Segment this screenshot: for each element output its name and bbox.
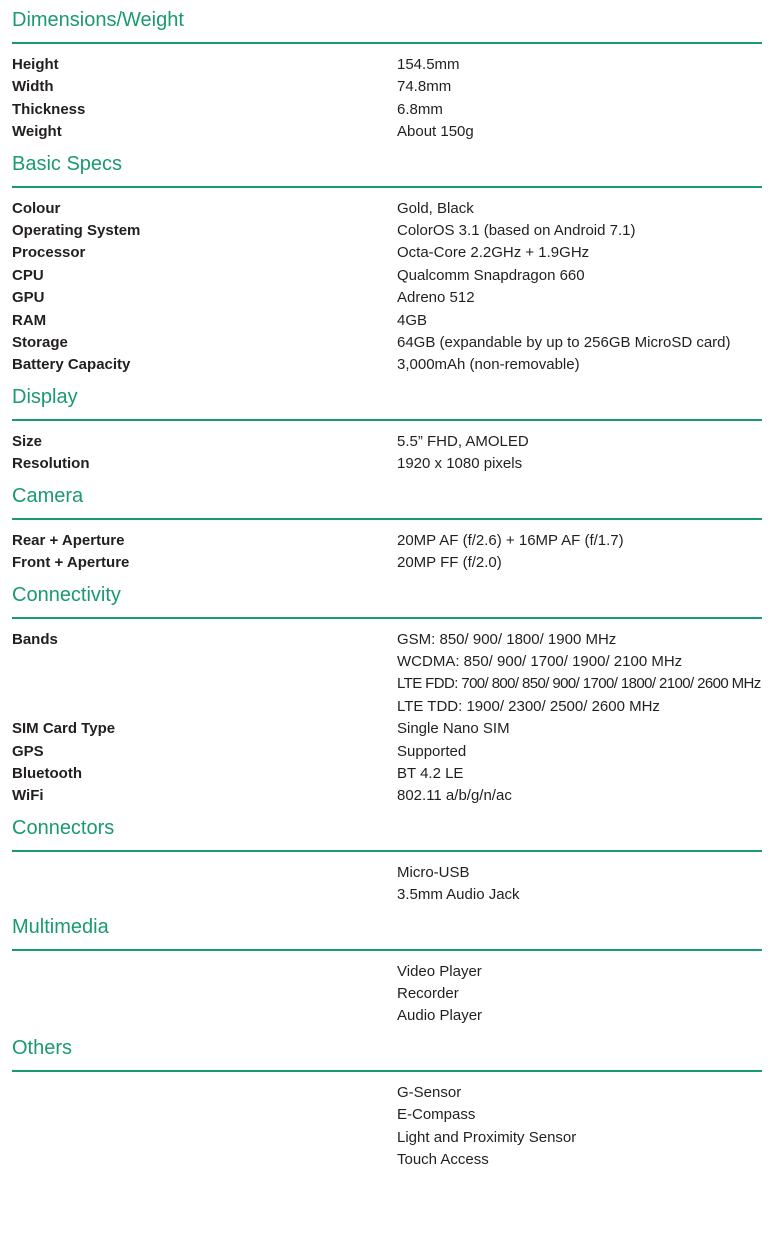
spec-value: 64GB (expandable by up to 256GB MicroSD card) (397, 334, 731, 352)
spec-label: Processor (12, 244, 86, 262)
section-others (12, 1028, 762, 1172)
spec-label: WiFi (12, 787, 44, 805)
spec-label: SIM Card Type (12, 720, 116, 738)
spec-value: Audio Player (397, 1007, 483, 1025)
spec-value: Gold, Black (397, 199, 474, 217)
spec-label: Resolution (12, 455, 90, 473)
section-title: Others (12, 1036, 73, 1059)
spec-row (12, 884, 762, 906)
spec-label (12, 884, 397, 906)
spec-value: 20MP FF (f/2.0) (397, 554, 502, 572)
spec-row (12, 287, 762, 309)
spec-value: BT 4.2 LE (397, 764, 464, 782)
spec-row (12, 76, 762, 98)
section-title: Multimedia (12, 915, 109, 938)
spec-label: GPS (12, 742, 44, 760)
section-title: Display (12, 385, 78, 408)
spec-row (12, 718, 762, 740)
spec-row (12, 220, 762, 242)
spec-label: Bands (12, 630, 58, 648)
spec-value: Micro-USB (397, 863, 470, 881)
spec-value: Qualcomm Snapdragon 660 (397, 266, 585, 284)
spec-value: 154.5mm (397, 56, 460, 73)
spec-value: LTE TDD: 1900/ 2300/ 2500/ 2600 MHz (397, 697, 660, 715)
spec-row (12, 651, 762, 673)
spec-label (12, 1149, 397, 1171)
spec-label: CPU (12, 266, 44, 284)
spec-value: Adreno 512 (397, 289, 475, 307)
section-divider (12, 518, 762, 520)
spec-label (12, 651, 397, 673)
spec-label (12, 983, 397, 1005)
section-title: Basic Specs (12, 152, 123, 175)
spec-label (12, 696, 397, 718)
spec-label: Bluetooth (12, 764, 82, 782)
spec-value: Video Player (397, 962, 482, 980)
spec-row (12, 983, 762, 1005)
section-title: Connectors (12, 816, 115, 839)
section-divider (12, 617, 762, 619)
spec-value: 4GB (397, 311, 428, 329)
spec-row (12, 265, 762, 287)
spec-label: Thickness (12, 100, 86, 118)
spec-value: Octa-Core 2.2GHz + 1.9GHz (397, 244, 590, 262)
spec-value: 5.5” FHD, AMOLED (397, 432, 529, 450)
spec-value: 74.8mm (397, 78, 452, 96)
spec-label (12, 862, 397, 884)
spec-value: 1920 x 1080 pixels (397, 455, 523, 473)
spec-row (12, 453, 762, 475)
spec-row (12, 785, 762, 807)
spec-row (12, 673, 762, 695)
section-divider (12, 1070, 762, 1072)
section-basic-specs (12, 144, 762, 377)
section-divider (12, 42, 762, 44)
spec-label: Size (12, 432, 43, 450)
spec-row (12, 1104, 762, 1126)
spec-value: Light and Proximity Sensor (397, 1128, 577, 1146)
spec-label: RAM (12, 311, 47, 329)
section-title: Connectivity (12, 583, 121, 606)
spec-value: Recorder (397, 984, 459, 1002)
spec-value: WCDMA: 850/ 900/ 1700/ 1900/ 2100 MHz (397, 652, 683, 670)
spec-row (12, 1127, 762, 1149)
spec-label: Rear + Aperture (12, 531, 125, 549)
spec-label: Front + Aperture (12, 554, 130, 572)
spec-value: E-Compass (397, 1106, 476, 1124)
spec-row (12, 332, 762, 354)
spec-value: 3.5mm Audio Jack (397, 886, 520, 904)
spec-row (12, 696, 762, 718)
spec-value: Touch Access (397, 1151, 489, 1168)
spec-row (12, 198, 762, 220)
spec-label (12, 673, 397, 695)
spec-label (12, 1104, 397, 1126)
spec-label: Height (12, 56, 59, 73)
spec-value: About 150g (397, 123, 474, 141)
spec-row (12, 54, 762, 76)
spec-row (12, 354, 762, 376)
spec-label (12, 1127, 397, 1149)
spec-value: 20MP AF (f/2.6) + 16MP AF (f/1.7) (397, 531, 624, 549)
spec-row (12, 431, 762, 453)
spec-row (12, 862, 762, 884)
spec-value: ColorOS 3.1 (based on Android 7.1) (397, 222, 636, 240)
section-divider (12, 186, 762, 188)
section-connectivity (12, 575, 762, 808)
spec-label (12, 1005, 397, 1027)
spec-row (12, 1005, 762, 1027)
section-display (12, 377, 762, 476)
spec-value: LTE FDD: 700/ 800/ 850/ 900/ 1700/ 1800/ 2100/ 2600 MHz (397, 675, 761, 693)
spec-label (12, 961, 397, 983)
spec-row (12, 99, 762, 121)
section-title: Dimensions/Weight (12, 9, 184, 31)
section-divider (12, 419, 762, 421)
section-dimensions-weight (12, 0, 762, 144)
section-multimedia (12, 907, 762, 1028)
spec-value: Supported (397, 742, 467, 760)
section-camera (12, 476, 762, 575)
spec-row (12, 242, 762, 264)
spec-row (12, 1149, 762, 1171)
section-connectors (12, 808, 762, 907)
spec-label: Operating System (12, 222, 141, 240)
spec-row (12, 1082, 762, 1104)
spec-value: 6.8mm (397, 100, 443, 118)
spec-row (12, 530, 762, 552)
spec-label: GPU (12, 289, 45, 307)
section-divider (12, 949, 762, 951)
spec-row (12, 763, 762, 785)
spec-value: Single Nano SIM (397, 720, 510, 738)
spec-label: Weight (12, 123, 62, 141)
section-divider (12, 850, 762, 852)
spec-row (12, 629, 762, 651)
spec-label: Width (12, 78, 54, 96)
spec-label: Battery Capacity (12, 356, 131, 374)
spec-row (12, 310, 762, 332)
spec-label: Colour (12, 199, 61, 217)
spec-value: 3,000mAh (non-removable) (397, 356, 580, 374)
spec-row (12, 961, 762, 983)
spec-label: Storage (12, 334, 68, 352)
spec-row (12, 121, 762, 143)
spec-value: GSM: 850/ 900/ 1800/ 1900 MHz (397, 630, 617, 648)
section-title: Camera (12, 484, 84, 507)
spec-value: G-Sensor (397, 1083, 462, 1101)
spec-label (12, 1082, 397, 1104)
spec-row (12, 741, 762, 763)
spec-row (12, 552, 762, 574)
spec-value: 802.11 a/b/g/n/ac (397, 787, 512, 805)
